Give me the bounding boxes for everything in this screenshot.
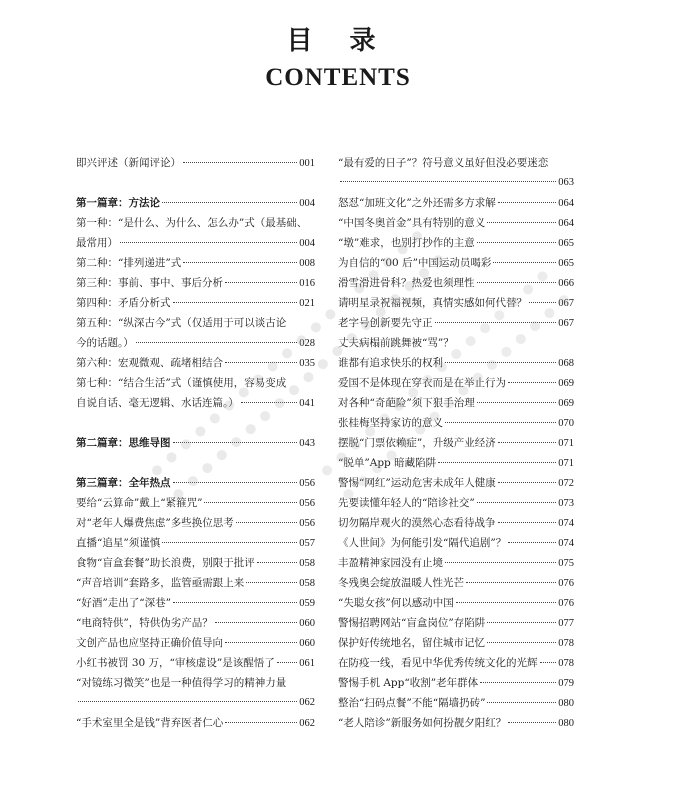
page-number: 074	[558, 518, 574, 529]
page-number: 062	[299, 718, 315, 729]
entry-title: 在防疫一线，看见中华优秀传统文化的光辉	[338, 657, 538, 669]
toc-entry[interactable]	[338, 473, 574, 493]
page-number: 058	[299, 578, 315, 589]
entry-title: 第六种：宏观微观、疏堵相结合	[76, 357, 223, 369]
leader-dots	[487, 702, 556, 703]
page-number: 078	[558, 638, 574, 649]
entry-title: 第二篇章：思维导图	[76, 437, 171, 449]
page-number: 035	[299, 358, 315, 369]
page-number: 064	[558, 218, 574, 229]
page-number: 060	[299, 618, 315, 629]
page-number: 058	[299, 558, 315, 569]
page-title-zh: 目 录	[286, 26, 390, 56]
leader-dots	[493, 262, 556, 263]
entry-title: 老字号创新要先守正	[338, 317, 433, 329]
leader-dots	[277, 662, 297, 663]
entry-title: 第三种：事前、事中、事后分析	[76, 277, 223, 289]
toc-entry[interactable]	[338, 693, 574, 713]
toc-entry[interactable]	[338, 673, 574, 693]
entry-title: 小红书被罚 30 万，“审核虚设”是该醒悟了	[76, 657, 275, 669]
leader-dots	[498, 442, 557, 443]
toc-entry[interactable]	[76, 273, 315, 293]
toc-entry[interactable]	[76, 513, 315, 533]
leader-dots	[477, 502, 557, 503]
page-number: 076	[558, 598, 574, 609]
page-number: 065	[558, 258, 574, 269]
toc-entry-page-line	[76, 693, 315, 713]
entry-title: 为自信的“00 后”中国运动员喝彩	[338, 257, 492, 269]
page-number: 068	[558, 358, 574, 369]
toc-entry[interactable]	[338, 253, 574, 273]
toc-entry[interactable]	[76, 553, 315, 573]
toc-entry[interactable]	[338, 373, 574, 393]
toc-entry[interactable]	[76, 233, 315, 253]
toc-entry[interactable]	[76, 573, 315, 593]
page-number: 043	[299, 438, 315, 449]
entry-title: 对“老年人爆费焦虑”多些换位思考	[76, 517, 234, 529]
entry-title: 摆脱“门票依赖症”，升级产业经济	[338, 437, 496, 449]
leader-dots	[225, 362, 297, 363]
toc-entry[interactable]	[338, 453, 574, 473]
page-number: 067	[558, 318, 574, 329]
entry-title: 警惕“网红”运动危害未成年人健康	[338, 477, 496, 489]
entry-title: 警惕手机 App“收割”老年群体	[338, 677, 479, 689]
toc-entry[interactable]	[338, 393, 574, 413]
toc-entry[interactable]	[76, 653, 315, 673]
leader-dots	[445, 362, 556, 363]
page-number: 070	[558, 418, 574, 429]
section-gap	[76, 453, 315, 473]
entry-title: “失聪女孩”何以感动中国	[338, 597, 454, 609]
page-number: 079	[558, 678, 574, 689]
entry-title: 要给“云算命”戴上“紧箍咒”	[76, 497, 203, 509]
leader-dots	[340, 181, 556, 182]
entry-title: 保护好传统地名，留住城市记忆	[338, 637, 485, 649]
page-number: 028	[299, 338, 315, 349]
page-number: 071	[558, 438, 574, 449]
leader-dots	[225, 642, 297, 643]
leader-dots	[498, 522, 557, 523]
entry-title: 请明星录祝福视频，真情实感如何代替？	[338, 297, 527, 309]
entry-title: 警惕招聘网站“盲盒岗位”存陷阱	[338, 617, 486, 629]
page-number: 060	[299, 638, 315, 649]
leader-dots	[435, 322, 557, 323]
entry-title: “墩”难求，也别打抄作的主意	[338, 237, 475, 249]
toc-entry-line: “对镜练习微笑”也是一种值得学习的精神力量	[76, 677, 287, 689]
toc-entry[interactable]	[338, 433, 574, 453]
toc-entry-line: 丈夫病榻前跳舞被“骂”？	[338, 337, 454, 349]
page-number: 078	[558, 658, 574, 669]
page-number: 069	[558, 398, 574, 409]
leader-dots	[508, 722, 556, 723]
toc-entry[interactable]	[76, 633, 315, 653]
toc-entry[interactable]	[338, 233, 574, 253]
leader-dots	[466, 582, 556, 583]
page-number: 073	[558, 498, 574, 509]
leader-dots	[78, 701, 297, 702]
leader-dots	[477, 242, 557, 243]
page-number: 072	[558, 478, 574, 489]
entry-title: 自说自话、毫无逻辑、水话连篇。）	[76, 397, 239, 409]
leader-dots	[241, 402, 298, 403]
page-number: 065	[558, 238, 574, 249]
toc-section-heading[interactable]	[76, 433, 315, 453]
page-number: 074	[558, 538, 574, 549]
toc-entry[interactable]	[338, 653, 574, 673]
toc-entry[interactable]	[76, 593, 315, 613]
leader-dots	[508, 382, 556, 383]
toc-entry[interactable]	[338, 353, 574, 373]
leader-dots	[487, 622, 556, 623]
page-number: 056	[299, 518, 315, 529]
entry-title: 今的话题。）	[76, 337, 134, 349]
entry-title: “老人陪诊”新服务如何扮靓夕阳红？	[338, 717, 507, 729]
entry-title: “手术室里全是钱”背弃医者仁心	[76, 717, 224, 729]
toc-entry-line: “最有爱的日子”？符号意义虽好但没必要迷恋	[338, 157, 549, 169]
section-gap	[76, 413, 315, 433]
leader-dots	[225, 722, 297, 723]
leader-dots	[498, 202, 557, 203]
entry-title: 《人世间》为何能引发“隔代追剧”？	[338, 537, 507, 549]
toc-entry-line: 第一种：“是什么、为什么、怎么办”式（最基础、	[76, 217, 308, 229]
section-gap	[76, 173, 315, 193]
toc-entry[interactable]	[76, 533, 315, 553]
entry-title: 食物“盲盒套餐”助长浪费，别限于批评	[76, 557, 255, 569]
toc-entry[interactable]	[338, 313, 574, 333]
page-number: 063	[558, 177, 574, 188]
leader-dots	[529, 302, 556, 303]
leader-dots	[438, 462, 556, 463]
leader-dots	[540, 662, 557, 663]
toc-entry[interactable]	[338, 493, 574, 513]
entry-title: 张桂梅坚持家访的意义	[338, 417, 443, 429]
entry-title: 第二种：“排列递进”式	[76, 257, 182, 269]
entry-title: 整治“扫码点餐”不能“隔墙扔砖”	[338, 697, 486, 709]
entry-title: 直播“追星”须谨慎	[76, 537, 161, 549]
entry-title: 即兴评述（新闻评论）	[76, 157, 181, 169]
toc-entry-line: 第七种：“结合生活”式（谨慎使用，容易变成	[76, 377, 287, 389]
page-number: 056	[299, 478, 315, 489]
toc-entry[interactable]	[338, 553, 574, 573]
entry-title: 先要读懂年轻人的“陪诊社交”	[338, 497, 475, 509]
leader-dots	[477, 282, 557, 283]
page-number: 059	[299, 598, 315, 609]
entry-title: 对各种“奇葩险”须下狠手治理	[338, 397, 475, 409]
toc-entry[interactable]	[338, 513, 574, 533]
leader-dots	[225, 282, 297, 283]
page-number: 001	[299, 158, 315, 169]
entry-title: “电商特供”，特供伪劣产品？	[76, 617, 213, 629]
entry-title: 第三篇章：全年热点	[76, 477, 171, 489]
toc-entry[interactable]	[338, 573, 574, 593]
page-number: 069	[558, 378, 574, 389]
page-number: 056	[299, 498, 315, 509]
toc-entry[interactable]	[338, 413, 574, 433]
entry-title: 第四种：矛盾分析式	[76, 297, 171, 309]
entry-title: “好酒”走出了“深巷”	[76, 597, 171, 609]
page-number: 041	[299, 398, 315, 409]
toc-entry[interactable]	[76, 253, 315, 273]
leader-dots	[480, 682, 556, 683]
leader-dots	[215, 622, 298, 623]
page-number: 021	[299, 298, 315, 309]
leader-dots	[445, 562, 556, 563]
entry-title: 第一篇章：方法论	[76, 197, 160, 209]
page-number: 061	[299, 658, 315, 669]
page-number: 076	[558, 578, 574, 589]
page-number: 080	[558, 698, 574, 709]
toc-entry[interactable]	[76, 293, 315, 313]
page-number: 077	[558, 618, 574, 629]
leader-dots	[136, 342, 298, 343]
toc-entry[interactable]	[76, 353, 315, 373]
page-number: 057	[299, 538, 315, 549]
toc-entry[interactable]	[76, 333, 315, 353]
entry-title: 爱国不是体现在穿衣而是在举止行为	[338, 377, 506, 389]
entry-title: “声音培训”套路多，监管亟需跟上来	[76, 577, 245, 589]
leader-dots	[487, 222, 556, 223]
toc-entry[interactable]	[338, 213, 574, 233]
toc-entry[interactable]	[76, 493, 315, 513]
page-number: 062	[299, 697, 315, 708]
leader-dots	[236, 522, 298, 523]
toc-entry[interactable]	[76, 613, 315, 633]
entry-title: 最常用）	[76, 237, 118, 249]
leader-dots	[120, 242, 297, 243]
leader-dots	[204, 502, 297, 503]
toc-entry[interactable]	[76, 393, 315, 413]
entry-title: 冬残奥会绽放温暖人性光芒	[338, 577, 464, 589]
toc-entry-page-line	[338, 173, 574, 193]
entry-title: “脱单”App 暗藏陷阱	[338, 457, 437, 469]
leader-dots	[162, 542, 297, 543]
entry-title: 切勿隔岸观火的漠然心态看待战争	[338, 517, 496, 529]
entry-title: 怒怼“加班文化”之外还需多方求解	[338, 197, 496, 209]
leader-dots	[246, 582, 297, 583]
page-title-en: CONTENTS	[265, 64, 411, 91]
toc-left-column	[76, 153, 315, 733]
page-number: 016	[299, 278, 315, 289]
page-number: 008	[299, 258, 315, 269]
page-number: 064	[558, 198, 574, 209]
toc-entry[interactable]	[338, 613, 574, 633]
leader-dots	[456, 602, 557, 603]
leader-dots	[183, 162, 297, 163]
leader-dots	[173, 442, 298, 443]
leader-dots	[173, 602, 297, 603]
toc-entry[interactable]	[338, 273, 574, 293]
page-number: 080	[558, 718, 574, 729]
toc-entry[interactable]	[338, 593, 574, 613]
page-number: 071	[558, 458, 574, 469]
toc-entry[interactable]	[338, 193, 574, 213]
toc-entry[interactable]	[76, 153, 315, 173]
entry-title: 丰盈精神家园没有止境	[338, 557, 443, 569]
leader-dots	[173, 482, 298, 483]
toc-entry[interactable]	[338, 293, 574, 313]
entry-title: “中国冬奥首金”具有特别的意义	[338, 217, 486, 229]
page-number: 067	[558, 298, 574, 309]
toc-section-heading[interactable]	[76, 473, 315, 493]
entry-title: 滑雪滑进骨科？热爱也须理性	[338, 277, 475, 289]
leader-dots	[162, 202, 297, 203]
leader-dots	[487, 642, 556, 643]
leader-dots	[173, 302, 298, 303]
leader-dots	[183, 262, 297, 263]
page-number: 066	[558, 278, 574, 289]
toc-entry-line: 第五种：“纵深古今”式（仅适用于可以谈古论	[76, 317, 287, 329]
toc-entry[interactable]	[338, 713, 574, 733]
toc-right-column	[338, 153, 574, 733]
entry-title: 谁都有追求快乐的权利	[338, 357, 443, 369]
page-number: 075	[558, 558, 574, 569]
leader-dots	[257, 562, 298, 563]
leader-dots	[498, 482, 557, 483]
leader-dots	[445, 422, 556, 423]
leader-dots	[477, 402, 557, 403]
page-number: 004	[299, 238, 315, 249]
toc-section-heading[interactable]	[76, 193, 315, 213]
toc-entry[interactable]	[338, 533, 574, 553]
leader-dots	[508, 542, 556, 543]
entry-title: 文创产品也应坚持正确价值导向	[76, 637, 223, 649]
toc-entry[interactable]	[338, 633, 574, 653]
toc-entry[interactable]	[76, 713, 315, 733]
page-number: 004	[299, 198, 315, 209]
